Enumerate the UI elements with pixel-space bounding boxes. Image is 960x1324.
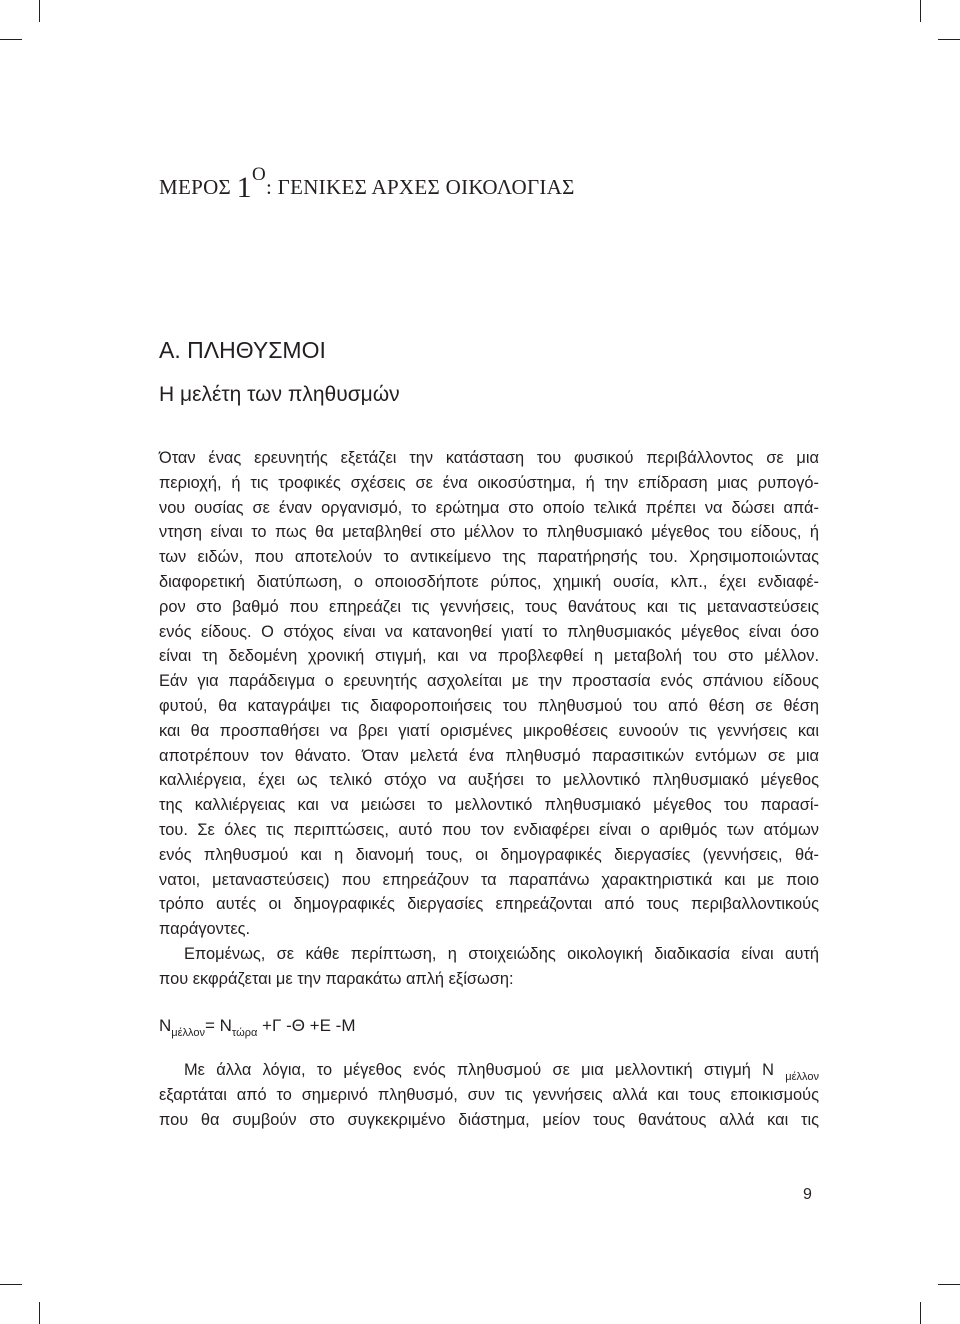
paragraph-line: καλλιέργεια, έχει ως τελικό στόχο να αυξήσει το μελλοντικό πληθυσμιακό μέγεθος — [159, 771, 819, 790]
part-superscript: Ο — [251, 164, 266, 185]
crop-mark — [920, 0, 921, 22]
equation-rhs-sub: τώρα — [231, 1027, 258, 1039]
paragraph-line-sub: μέλλον — [785, 1071, 819, 1083]
paragraph-line: φυτού, θα καταγράψει τις διαφοροποιήσεις του πληθυσμού του από θέση σε θέση — [159, 696, 819, 715]
paragraph-line: εξαρτάται από το σημερινό πληθυσμό, συν τις γεννήσεις αλλά και τους εποικισμούς — [159, 1085, 819, 1104]
body-paragraph-1 — [159, 446, 819, 992]
crop-mark — [39, 1302, 40, 1324]
crop-mark — [938, 39, 960, 40]
paragraph-line: ενός πληθυσμού και η διανομή τους, οι δημογραφικές διεργασίες (γεννήσεις, θά- — [159, 845, 819, 864]
paragraph-line: νατοι, μεταναστεύσεις) που επηρεάζουν τα παραπάνω χαρακτηριστικά και με ποιο — [159, 870, 819, 889]
paragraph-line: ρον στο βαθμό που επηρεάζει τις γεννήσεις, τους θανάτους και τις μεταναστεύσεις — [159, 597, 819, 616]
paragraph-line: αποτρέπουν τον θάνατο. Όταν μελετά ένα πληθυσμό παρασιτικών εντόμων σε μια — [159, 746, 819, 765]
part-title: : ΓΕΝΙΚΕΣ ΑΡΧΕΣ ΟΙΚΟΛΟΓΙΑΣ — [265, 175, 575, 199]
equation-equals: = N — [204, 1016, 232, 1035]
crop-mark — [0, 39, 22, 40]
part-heading — [159, 164, 575, 204]
paragraph-line: της καλλιέργειας και να μειώσει το μελλοντικό πληθυσμιακό μέγεθος του παρασί- — [159, 796, 819, 815]
paragraph-line: που θα συμβούν στο συγκεκριμένο διάστημα, μείον τους θανάτους αλλά και τις — [159, 1110, 819, 1129]
part-number: 1 — [236, 171, 252, 204]
crop-mark — [0, 1284, 22, 1285]
paragraph-line: διαφορετική διατύπωση, ο οποιοσδήποτε ρύπος, χημική ουσία, κλπ., έχει ενδιαφέ- — [159, 572, 819, 591]
paragraph-line: ενός είδους. Ο στόχος είναι να κατανοηθεί γιατί το πληθυσμιακός μέγεθος είναι όσο — [159, 622, 819, 641]
equation-rhs: +Γ -Θ +Ε -Μ — [257, 1016, 356, 1035]
paragraph-line: Επομένως, σε κάθε περίπτωση, η στοιχειώδης οικολογική διαδικασία είναι αυτή — [184, 944, 819, 963]
paragraph-line: τρόπο αυτές οι δημογραφικές διεργασίες επηρεάζονται από τους περιβαλλοντικούς — [159, 895, 819, 914]
paragraph-line: παράγοντες. — [159, 920, 251, 939]
paragraph-line: του. Σε όλες τις περιπτώσεις, αυτό που τον ενδιαφέρει είναι ο αριθμός των ατόμων — [159, 820, 819, 839]
population-equation — [159, 1016, 356, 1039]
paragraph-line: των ειδών, που αποτελούν το αντικείμενο της παρατήρησής του. Χρησιμοποιώντας — [159, 548, 819, 567]
paragraph-line-text: Με άλλα λόγια, το μέγεθος ενός πληθυσμού σε μια μελλοντική στιγμή N — [184, 1061, 775, 1079]
crop-mark — [920, 1302, 921, 1324]
paragraph-line: ντηση είναι το πως θα μεταβληθεί στο μέλλον το πληθυσμιακό μέγεθος του είδους, ή — [159, 523, 819, 542]
equation-lhs-sub: μέλλον — [171, 1027, 205, 1039]
paragraph-line: Όταν ένας ερευνητής εξετάζει την κατάσταση του φυσικού περιβάλλοντος σε μια — [159, 449, 819, 467]
crop-mark — [938, 1284, 960, 1285]
part-prefix: ΜΕΡΟΣ — [159, 175, 237, 199]
page-number: 9 — [803, 1186, 812, 1203]
paragraph-line: νου ουσίας σε έναν οργανισμό, το ερώτημα στο οποίο τελικά πρέπει να δώσει απά- — [159, 498, 819, 517]
paragraph-line — [159, 1058, 819, 1083]
paragraph-line: περιοχή, ή τις τροφικές σχέσεις σε ένα οικοσύστημα, ή την επίδραση μιας ρυπογό- — [159, 473, 819, 492]
section-title: Α. ΠΛΗΘΥΣΜΟΙ — [159, 337, 326, 363]
paragraph-line: και θα προσπαθήσει να βρει γιατί ορισμένες μικροθέσεις ευνοούν τις γεννήσεις και — [159, 721, 819, 740]
paragraph-line: είναι τη δεδομένη χρονική στιγμή, και να προβλεφθεί η μεταβολή του στο μέλλον. — [159, 647, 819, 666]
subsection-title: Η μελέτη των πληθυσμών — [159, 383, 400, 406]
body-paragraph-3 — [159, 1058, 819, 1132]
paragraph-line: Εάν για παράδειγμα ο ερευνητής ασχολείται με την προστασία ενός σπάνιου είδους — [159, 672, 819, 691]
crop-mark — [39, 0, 40, 22]
paragraph-line: που εκφράζεται με την παρακάτω απλή εξίσωση: — [159, 969, 514, 988]
equation-lhs: N — [159, 1016, 172, 1035]
